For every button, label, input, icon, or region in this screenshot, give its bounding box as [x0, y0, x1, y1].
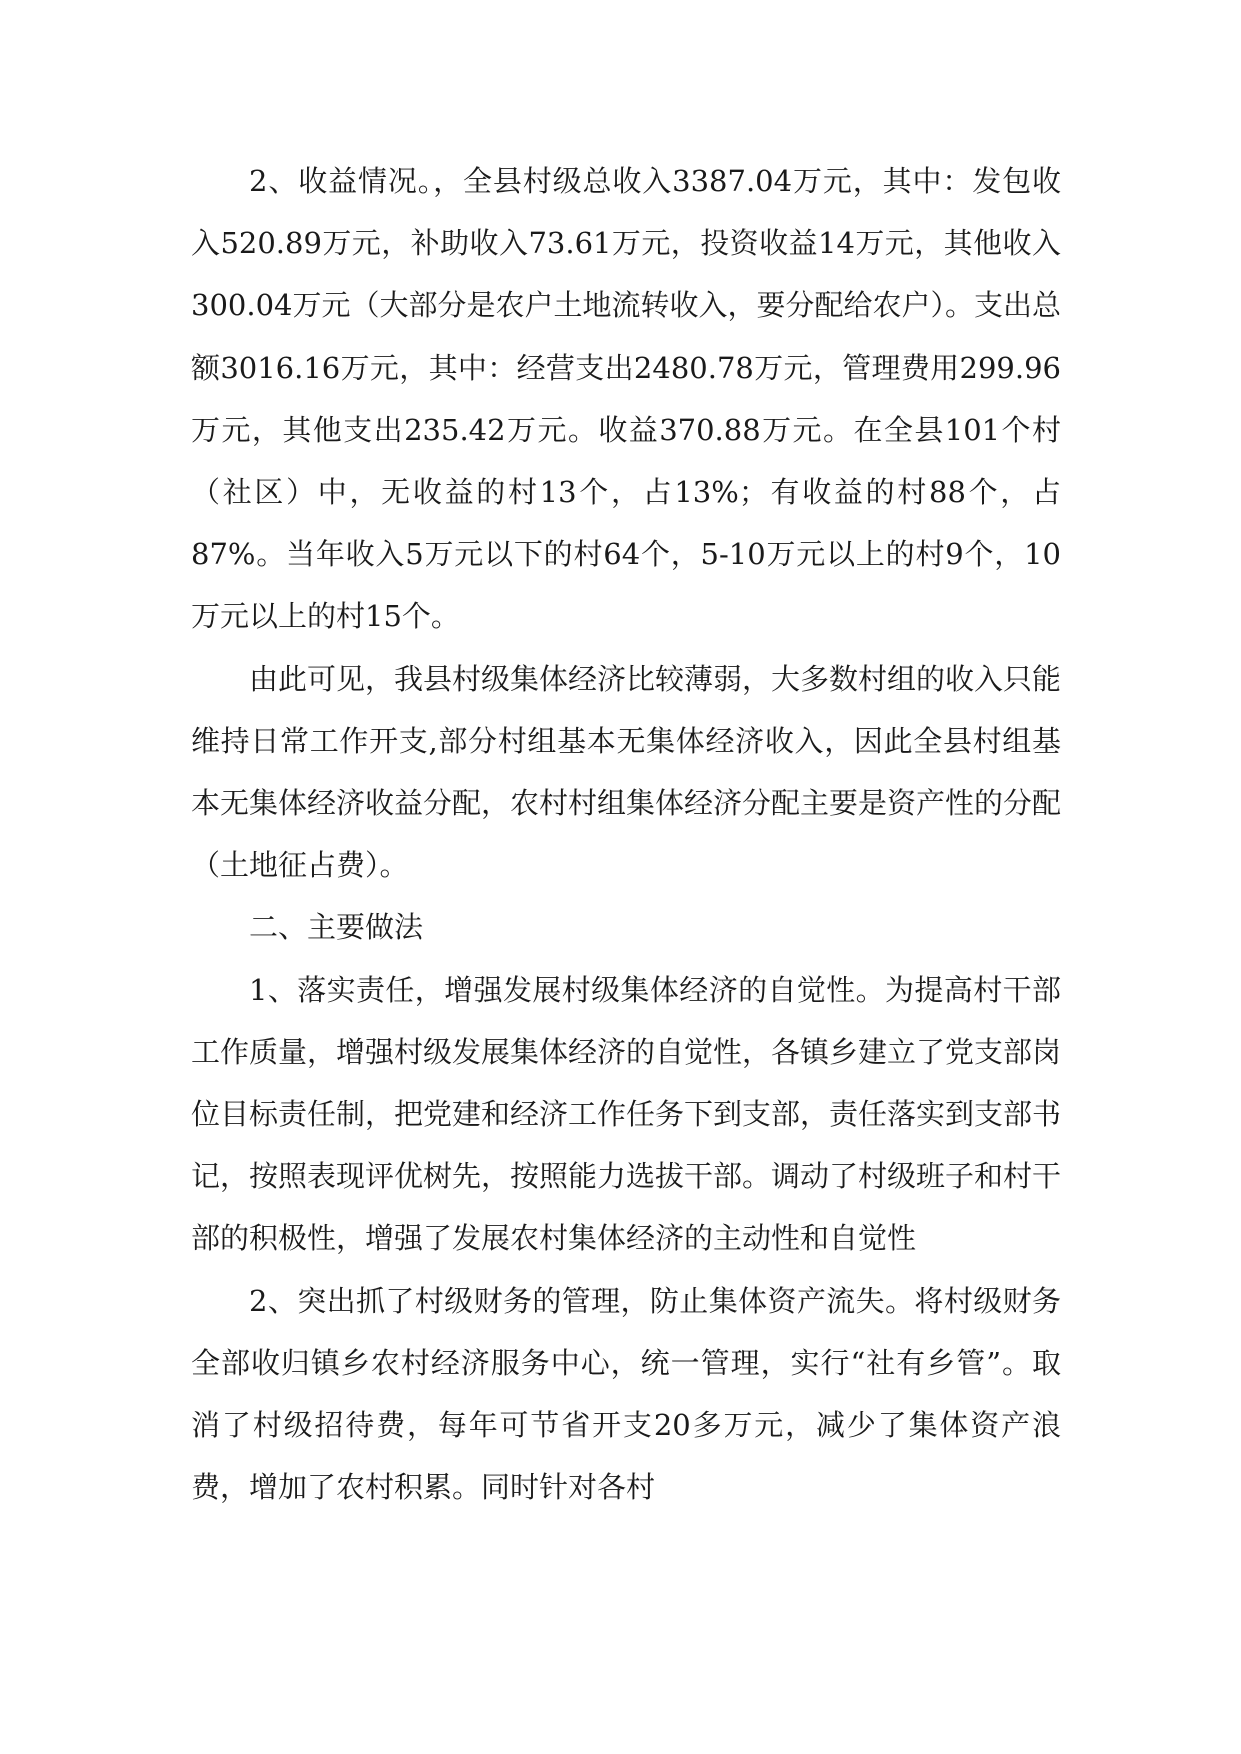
paragraph-responsibility: 1、落实责任，增强发展村级集体经济的自觉性。为提高村干部工作质量，增强村级发展集体经济的自觉性，各镇乡建立了党支部岗位目标责任制，把党建和经济工作任务下到支部，责任落实到支部书记，按照表现评优树先，按照能力选拔干部。调动了村级班子和村干部的积极性，增强了发展农村集体经济的主动性和自觉性 [191, 972, 1062, 1256]
paragraph-finance-management: 2、突出抓了村级财务的管理，防止集体资产流失。将村级财务全部收归镇乡农村经济服务中心，统一管理，实行“社有乡管”。取消了村级招待费，每年可节省开支20多万元，减少了集体资产浪费，增加了农村积累。同时针对各村 [191, 1283, 1061, 1505]
document-body [191, 150, 1061, 1518]
section-heading-main-practices: 二、主要做法 [249, 910, 424, 945]
paragraph-income-status: 2、收益情况。，全县村级总收入3387.04万元，其中：发包收入520.89万元，补助收入73.61万元，投资收益14万元，其他收入300.04万元（大部分是农户土地流转收入，要分配给农户）。支出总额3016.16万元，其中：经营支出2480.78万元，管理费用299.96万元，其他支出235.42万元。收益370.88万元。在全县101个村（社区）中，无收益的村13个，占13%；有收益的村88个，占87%。当年收入5万元以下的村64个，5-10万元以上的村9个，10万元以上的村15个。 [191, 164, 1061, 634]
paragraph-conclusion: 由此可见，我县村级集体经济比较薄弱，大多数村组的收入只能维持日常工作开支,部分村组基本无集体经济收入，因此全县村组基本无集体经济收益分配，农村村组集体经济分配主要是资产性的分配（土地征占费）。 [191, 661, 1062, 883]
